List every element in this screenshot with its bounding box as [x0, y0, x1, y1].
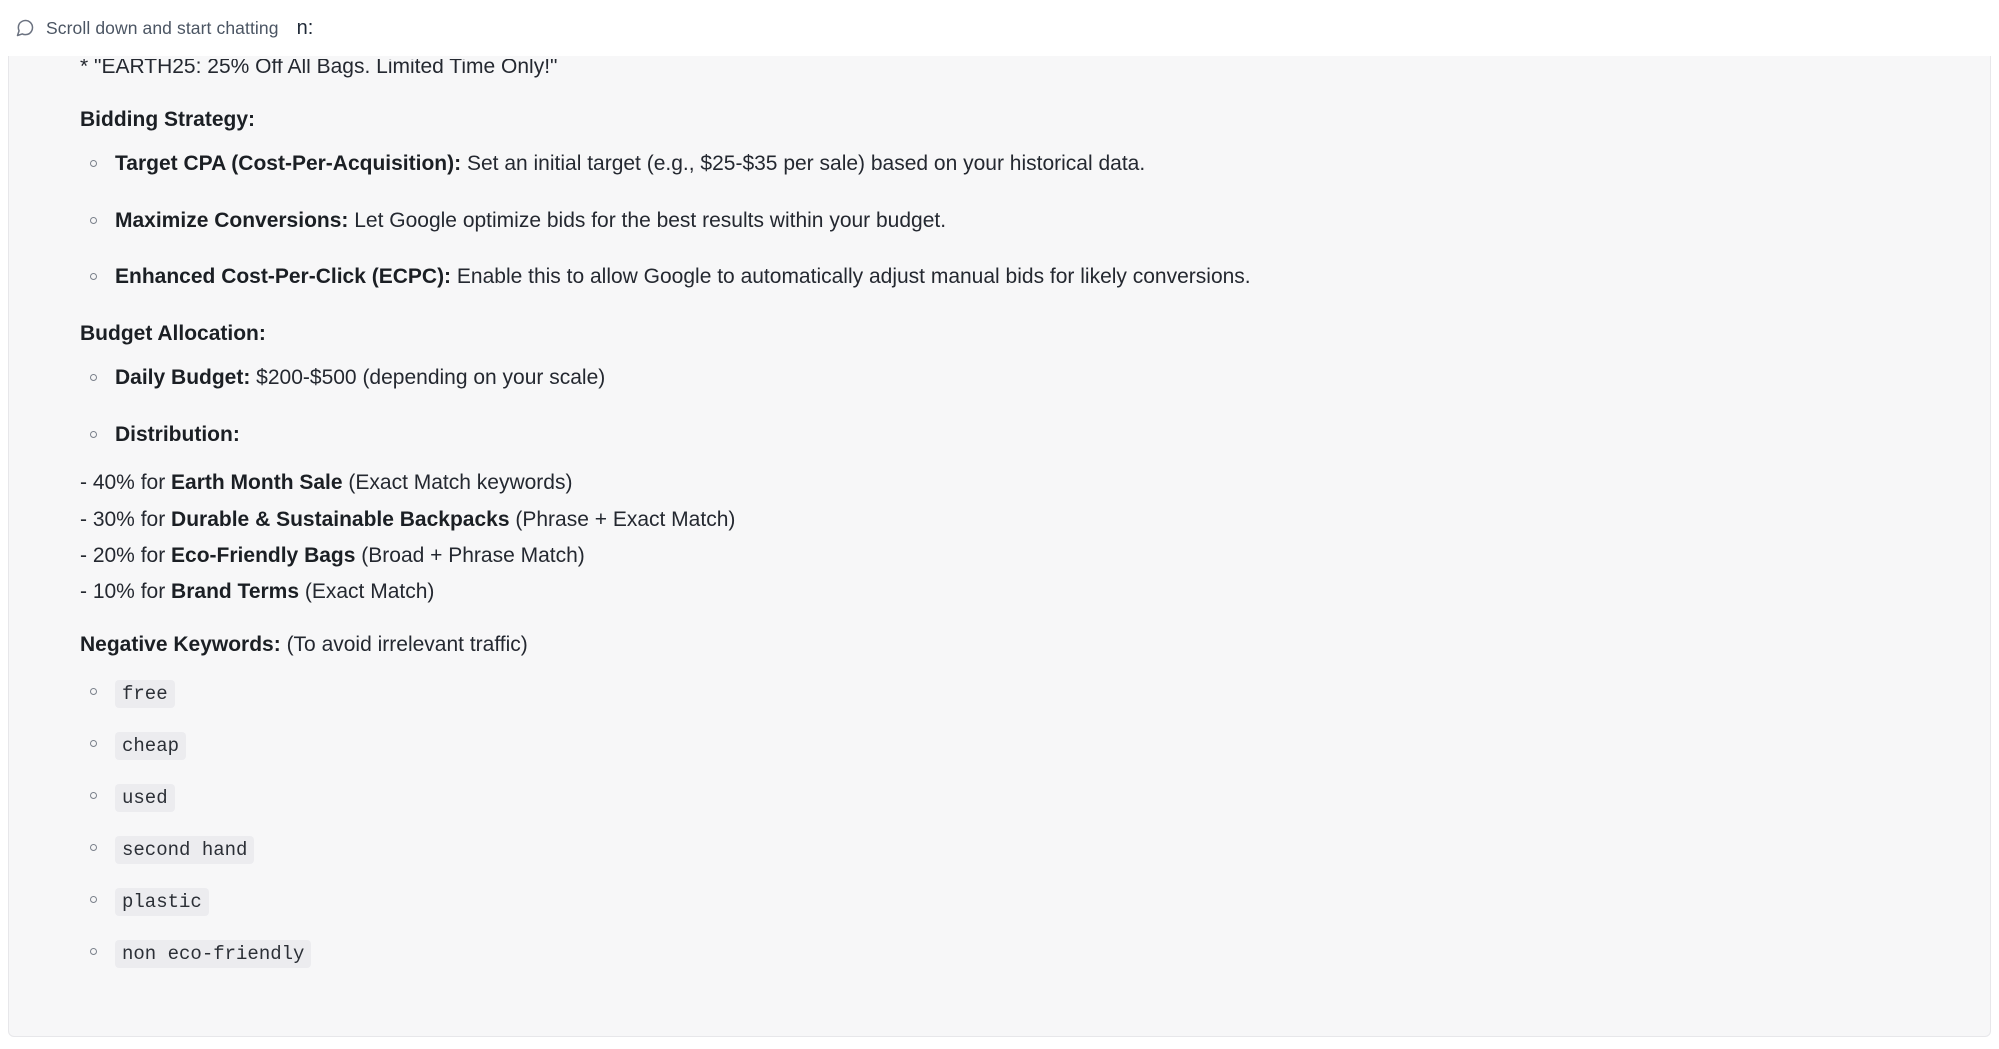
- section-heading-bidding-strategy: Bidding Strategy:: [80, 108, 256, 131]
- distribution-prefix: - 30% for: [80, 507, 172, 531]
- keyword-chip: free: [115, 680, 175, 708]
- list-item-term: Daily Budget:: [115, 366, 251, 390]
- distribution-line: [80, 505, 1930, 535]
- distribution-suffix: (Exact Match keywords): [342, 471, 573, 495]
- list-item-term: Maximize Conversions:: [115, 208, 349, 232]
- scroll-hint-label: Scroll down and start chatting: [46, 17, 279, 38]
- distribution-suffix: (Exact Match): [299, 580, 435, 604]
- negative-keywords-list: [71, 678, 1930, 968]
- chat-bubble-icon: [14, 17, 36, 39]
- list-item: [71, 730, 1930, 760]
- list-item-text: Let Google optimize bids for the best results within your budget.: [348, 208, 947, 232]
- section-heading-budget-allocation: Budget Allocation:: [80, 321, 266, 345]
- list-item-term: Enhanced Cost-Per-Click (ECPC):: [115, 265, 452, 289]
- list-item: [71, 420, 1930, 450]
- bidding-strategy-list: [71, 149, 1930, 292]
- distribution-suffix: (Broad + Phrase Match): [355, 543, 585, 567]
- distribution-term: Eco-Friendly Bags: [171, 543, 356, 567]
- negative-keywords-label: Negative Keywords:: [80, 632, 281, 656]
- list-item: [71, 363, 1930, 393]
- list-item: [71, 938, 1930, 968]
- distribution-line: [80, 468, 1930, 498]
- list-item: [71, 262, 1930, 292]
- scroll-hint-bar[interactable]: [0, 0, 1999, 56]
- message-content: [9, 15, 1990, 1010]
- distribution-line: [80, 541, 1930, 571]
- list-item: [71, 149, 1930, 179]
- list-item: [71, 886, 1930, 916]
- distribution-prefix: - 20% for: [80, 543, 172, 567]
- list-item: [71, 782, 1930, 812]
- clipped-promo-line: * "EARTH25: 25% Off All Bags. Limited Time Only!": [80, 59, 558, 78]
- keyword-chip: non eco-friendly: [115, 940, 311, 968]
- list-item-term: Distribution:: [115, 422, 240, 446]
- list-item: [71, 678, 1930, 708]
- keyword-chip: second hand: [115, 836, 254, 864]
- negative-keywords-heading: [80, 630, 1930, 660]
- keyword-chip: used: [115, 784, 175, 812]
- budget-allocation-list: [71, 363, 1930, 450]
- keyword-chip: cheap: [115, 732, 186, 760]
- list-item-text: $200-$500 (depending on your scale): [250, 366, 606, 390]
- list-item-text: Set an initial target (e.g., $25-$35 per sale) based on your historical data.: [461, 152, 1146, 176]
- distribution-term: Earth Month Sale: [171, 471, 343, 495]
- list-item: [71, 834, 1930, 864]
- distribution-prefix: - 40% for: [80, 471, 172, 495]
- distribution-term: Durable & Sustainable Backpacks: [171, 507, 510, 531]
- list-item-text: Enable this to allow Google to automatically adjust manual bids for likely conversions.: [451, 265, 1251, 289]
- distribution-prefix: - 10% for: [80, 580, 172, 604]
- distribution-breakdown: [80, 468, 1930, 608]
- partial-heading-text: n:: [296, 16, 314, 39]
- distribution-suffix: (Phrase + Exact Match): [509, 507, 736, 531]
- keyword-chip: plastic: [115, 888, 209, 916]
- list-item-term: Target CPA (Cost-Per-Acquisition):: [115, 152, 462, 176]
- negative-keywords-note: (To avoid irrelevant traffic): [280, 632, 528, 656]
- list-item: [71, 206, 1930, 236]
- distribution-line: [80, 577, 1930, 607]
- distribution-term: Brand Terms: [171, 580, 300, 604]
- chat-scroll-panel[interactable]: [8, 14, 1991, 1037]
